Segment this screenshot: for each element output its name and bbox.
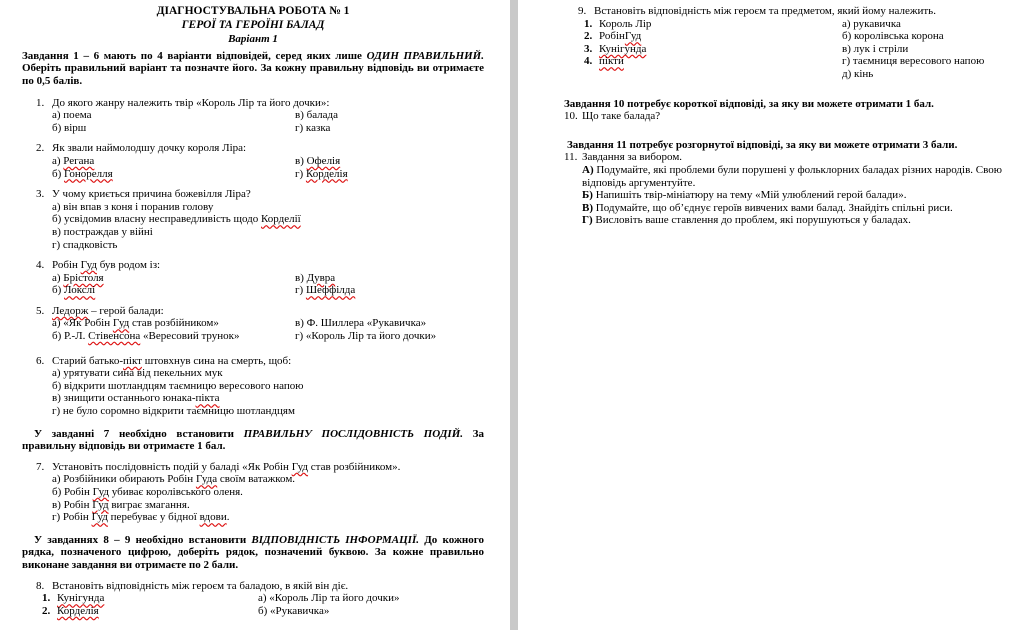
task-10-heading: Завдання 10 потребує короткої відповіді, за яку ви можете отримати 1 бал. xyxy=(564,97,934,110)
option-1-g[interactable]: г) казка xyxy=(295,121,331,134)
match-row: 1. Король Лір а) рукавичка xyxy=(584,17,901,30)
question-9-text: Встановіть відповідність між героєм та предметом, який йому належить. xyxy=(594,5,936,17)
question-5: 5. Ледорж – герой балади: а) «Як Робін Гуд став розбійником» в) Ф. Шиллера «Рукавичка» б) Р.-Л. Стівенсона «Вересовий трунок» г) «Король Лір та його дочки» xyxy=(22,305,484,343)
page-left-content xyxy=(22,5,484,617)
question-10: 10. Що таке балада? xyxy=(564,110,661,123)
option-2-v[interactable]: в) Офелія xyxy=(295,154,341,167)
option-7-a[interactable]: а) Розбійники обирають Робін Гуда своїм ватажком. xyxy=(52,473,296,486)
match-row: д) кінь xyxy=(842,67,874,80)
option-11-g[interactable]: Г) Висловіть ваше ставлення до проблем, які порушуються у баладах. xyxy=(582,214,911,227)
question-6-text: Старий батько-пікт штовхнув сина на смерть, щоб: xyxy=(52,354,292,367)
option-6-a[interactable]: а) урятувати сина від пекельних мук xyxy=(52,367,223,380)
page-right-content xyxy=(564,5,1016,227)
question-11: 11. Завдання за вибором. xyxy=(564,151,683,164)
task-7-instructions: У завданні 7 необхідно встановити ПРАВИЛЬНУ ПОСЛІДОВНІСТЬ ПОДІЙ. За правильну відповідь ви отримаєте 1 бал. xyxy=(22,427,484,453)
question-8-text: Встановіть відповідність між героєм та баладою, в якій він діє. xyxy=(52,579,349,592)
option-4-a[interactable]: а) Брістоля xyxy=(52,271,104,284)
question-3: 3. У чому криється причина божевілля Ліра? а) він впав з коня і поранив голову б) усвідомив власну несправедливість щодо Корделії в) постраждав у війні г) спадковість xyxy=(22,188,484,251)
question-5-text: Ледорж – герой балади: xyxy=(52,304,164,317)
option-1-v[interactable]: в) балада xyxy=(295,109,339,122)
question-3-text: У чому криється причина божевілля Ліра? xyxy=(52,188,251,201)
question-11-text: Завдання за вибором. xyxy=(582,151,683,164)
option-3-v[interactable]: в) постраждав у війні xyxy=(52,225,153,238)
option-6-g[interactable]: г) не було соромно відкрити таємницю шотландцям xyxy=(52,405,295,418)
option-2-g[interactable]: г) Корделія xyxy=(295,167,348,180)
task-1-6-instructions: Завдання 1 – 6 мають по 4 варіанти відповідей, серед яких лише ОДИН ПРАВИЛЬНИЙ. Оберіть правильний варіант та позначте його. За кожну правильну відповідь ви отримаєте по 0,5 балів. xyxy=(22,49,484,87)
document-page-left xyxy=(0,0,510,630)
task-8-9-instructions: У завданнях 8 – 9 необхідно встановити ВІДПОВІДНІСТЬ ІНФОРМАЦІЇ. До кожного рядка, позначеного цифрою, доберіть рядок, позначений буквою. За кожне правильно виконане завдання ви отримаєте по 2 бали. xyxy=(22,533,484,571)
option-1-a[interactable]: а) поема xyxy=(52,109,92,122)
option-5-a[interactable]: а) «Як Робін Гуд став розбійником» xyxy=(52,317,219,330)
match-row: 1. Кунігунда а) «Король Лір та його дочки» xyxy=(42,592,400,605)
option-5-b[interactable]: б) Р.-Л. Стівенсона «Вересовий трунок» xyxy=(52,330,240,343)
option-3-g[interactable]: г) спадковість xyxy=(52,238,118,251)
option-4-g[interactable]: г) Шеффілда xyxy=(295,284,356,297)
task-11-heading: Завдання 11 потребує розгорнутої відповіді, за яку ви можете отримати 3 бали. xyxy=(567,138,958,151)
option-11-v[interactable]: В) Подумайте, що об’єднує героїв вивчених вами балад. Знайдіть спільні риси. xyxy=(582,201,953,214)
question-1-text: До якого жанру належить твір «Король Лір та його дочки»: xyxy=(52,96,330,109)
option-11-b[interactable]: Б) Напишіть твір-мініатюру на тему «Мій улюблений герой балади». xyxy=(582,189,907,202)
option-5-v[interactable]: в) Ф. Шиллера «Рукавичка» xyxy=(295,317,427,330)
match-row: 3. Кунігунда в) лук і стріли xyxy=(584,42,909,55)
question-4-text: Робін Гуд був родом із: xyxy=(52,259,161,272)
option-6-b[interactable]: б) відкрити шотландцям таємницю вересового напою xyxy=(52,379,304,392)
question-7: 7. Установіть послідовність подій у баладі «Як Робін Гуд став розбійником». а) Розбійники обирають Робін Гуда своїм ватажком. б) Робін Гуд убиває королівського оленя. в) Робін Гуд виграє змагання. г) Робін Гуд перебуває у бідної вдови. xyxy=(22,461,484,524)
option-5-g[interactable]: г) «Король Лір та його дочки» xyxy=(295,330,437,343)
question-4: 4. Робін Гуд був родом із: а) Брістоля в) Дувра б) Локслі г) Шеффілда xyxy=(22,259,484,297)
option-2-b[interactable]: б) Гонорелля xyxy=(52,167,113,180)
option-7-v[interactable]: в) Робін Гуд виграє змагання. xyxy=(52,498,190,511)
option-11-a[interactable]: А) Подумайте, які проблеми були порушені у фольклорних баладах різних народів. Свою відповідь аргументуйте. xyxy=(582,163,1002,189)
question-2-text: Як звали наймолодшу дочку короля Ліра: xyxy=(52,142,247,155)
option-6-v[interactable]: в) знищити останнього юнака-пікта xyxy=(52,392,220,405)
option-7-b[interactable]: б) Робін Гуд убиває королівського оленя. xyxy=(52,486,243,498)
document-subtitle: ГЕРОЇ ТА ГЕРОЇНІ БАЛАД xyxy=(181,18,325,31)
option-7-g[interactable]: г) Робін Гуд перебуває у бідної вдови. xyxy=(52,511,230,524)
option-2-a[interactable]: а) Регана xyxy=(52,154,95,167)
option-4-b[interactable]: б) Локслі xyxy=(52,284,96,297)
option-1-b[interactable]: б) вірш xyxy=(52,121,87,134)
question-9: 9. Встановіть відповідність між героєм та предметом, який йому належить. 1. Король Лір а) рукавичка 2. Робін Гуд б) королівська корона 3. Кунігунда в) лук і стріли 4. пікти г) таємниця вересового напою д) кінь xyxy=(564,5,1016,81)
document-page-right xyxy=(518,0,1024,630)
document-title: ДІАГНОСТУВАЛЬНА РОБОТА № 1 xyxy=(156,5,350,17)
match-row: 2. Корделія б) «Рукавичка» xyxy=(42,604,330,617)
question-6: 6. Старий батько-пікт штовхнув сина на смерть, щоб: а) урятувати сина від пекельних мук б) відкрити шотландцям таємницю вересового напою в) знищити останнього юнака-пікта г) не було соромно відкрити таємницю шотландцям xyxy=(22,355,484,418)
question-7-text: Установіть послідовність подій у баладі «Як Робін Гуд став розбійником». xyxy=(52,460,401,473)
option-3-b[interactable]: б) усвідомив власну несправедливість щодо Корделії xyxy=(52,213,301,226)
question-8: 8. Встановіть відповідність між героєм та баладою, в якій він діє. 1. Кунігунда а) «Король Лір та його дочки» 2. Корделія б) «Рукавичка» xyxy=(22,580,484,618)
question-1: 1. До якого жанру належить твір «Король Лір та його дочки»: а) поема в) балада б) вірш г) казка xyxy=(22,97,484,135)
match-row: 4. пікти г) таємниця вересового напою xyxy=(584,55,985,68)
option-3-a[interactable]: а) він впав з коня і поранив голову xyxy=(52,200,214,213)
question-11-options xyxy=(564,164,1016,227)
match-row: 2. Робін Гуд б) королівська корона xyxy=(584,30,944,43)
question-10-text: Що таке балада? xyxy=(582,110,661,123)
variant-label: Варіант 1 xyxy=(228,33,278,46)
question-2: 2. Як звали наймолодшу дочку короля Ліра: а) Регана в) Офелія б) Гонорелля г) Корделія xyxy=(22,142,484,180)
option-4-v[interactable]: в) Дувра xyxy=(295,271,336,284)
